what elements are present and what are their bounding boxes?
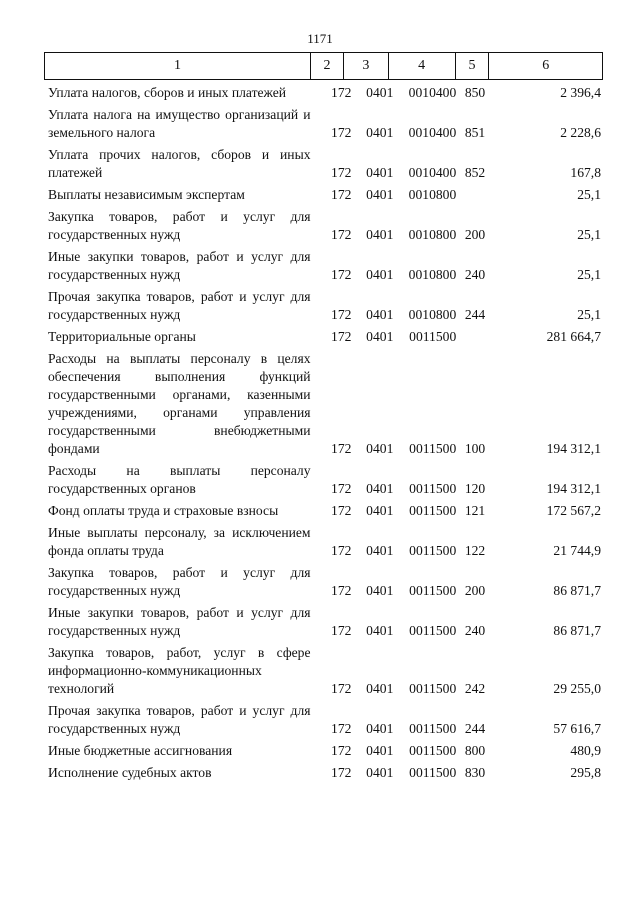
row-col-2: 172 [331, 583, 352, 598]
row-col-5: 830 [464, 765, 486, 780]
row-col-4: 0011500 [409, 623, 457, 638]
row-col-3: 0401 [366, 481, 394, 496]
row-col-2: 172 [331, 85, 352, 100]
row-col-3: 0401 [366, 329, 394, 344]
row-col-2: 172 [331, 481, 352, 496]
row-col-4: 0011500 [409, 481, 457, 496]
row-col-6: 25,1 [577, 227, 601, 242]
row-col-5: 851 [464, 125, 486, 140]
row-col-3: 0401 [366, 681, 394, 696]
row-col-5: 800 [464, 743, 486, 758]
row-col-3: 0401 [366, 307, 394, 322]
row-col-2: 172 [331, 765, 352, 780]
table-row [44, 742, 603, 760]
row-col-3: 0401 [366, 441, 394, 456]
row-col-6: 25,1 [577, 267, 601, 282]
row-col-4: 0010800 [408, 307, 457, 322]
row-col-3: 0401 [366, 543, 394, 558]
row-col-5: 852 [464, 165, 486, 180]
row-col-5: 100 [464, 441, 486, 456]
row-col-5: 122 [464, 543, 486, 558]
row-name: Уплата налога на имущество организаций и земельного налога [48, 107, 311, 140]
row-col-2: 172 [331, 721, 352, 736]
row-col-2: 172 [331, 307, 352, 322]
row-col-2: 172 [331, 743, 352, 758]
row-col-6: 86 871,7 [553, 623, 601, 638]
row-col-4: 0010400 [408, 125, 457, 140]
row-col-6: 21 744,9 [553, 543, 601, 558]
row-col-3: 0401 [366, 187, 394, 202]
row-name: Фонд оплаты труда и страховые взносы [48, 503, 279, 518]
row-name: Закупка товаров, работ и услуг для государственных нужд [48, 209, 311, 242]
row-col-5: 200 [464, 583, 486, 598]
table-row [44, 350, 603, 458]
header-col-2: 2 [311, 53, 344, 79]
row-name: Прочая закупка товаров, работ и услуг для государственных нужд [48, 703, 311, 736]
row-col-3: 0401 [366, 125, 394, 140]
row-col-5: 242 [464, 681, 486, 696]
row-col-4: 0010800 [408, 267, 457, 282]
row-col-6: 194 312,1 [546, 441, 601, 456]
row-name: Территориальные органы [48, 329, 196, 344]
table-row [44, 328, 603, 346]
row-col-6: 25,1 [577, 307, 601, 322]
row-col-6: 172 567,2 [546, 503, 601, 518]
row-col-3: 0401 [366, 85, 394, 100]
row-col-4: 0010400 [408, 85, 457, 100]
row-col-2: 172 [331, 681, 352, 696]
table-row [44, 186, 603, 204]
row-col-3: 0401 [366, 503, 394, 518]
row-col-4: 0011500 [409, 583, 457, 598]
row-name: Иные закупки товаров, работ и услуг для государственных нужд [48, 605, 311, 638]
row-col-2: 172 [331, 227, 352, 242]
row-col-5: 244 [464, 721, 486, 736]
row-col-2: 172 [331, 125, 352, 140]
row-col-3: 0401 [366, 583, 394, 598]
row-col-3: 0401 [366, 267, 394, 282]
table-row [44, 208, 603, 244]
row-col-3: 0401 [366, 743, 394, 758]
row-col-3: 0401 [366, 765, 394, 780]
table-row [44, 288, 603, 324]
row-col-6: 480,9 [570, 743, 601, 758]
row-col-4: 0011500 [409, 765, 457, 780]
row-name: Закупка товаров, работ и услуг для государственных нужд [48, 565, 311, 598]
row-col-2: 172 [331, 543, 352, 558]
table-header [44, 52, 603, 80]
table-row [44, 524, 603, 560]
table-row [44, 248, 603, 284]
row-col-6: 2 396,4 [560, 85, 601, 100]
row-col-2: 172 [331, 187, 352, 202]
row-col-4: 0011500 [409, 329, 457, 344]
row-name: Выплаты независимым экспертам [48, 187, 245, 202]
header-col-6: 6 [542, 58, 550, 73]
row-col-5: 121 [464, 503, 486, 518]
row-col-3: 0401 [366, 623, 394, 638]
row-col-4: 0010800 [408, 187, 457, 202]
row-col-5: 244 [464, 307, 486, 322]
row-col-4: 0010800 [408, 227, 457, 242]
row-name: Иные бюджетные ассигнования [48, 743, 233, 758]
row-col-2: 172 [331, 329, 352, 344]
row-name: Иные закупки товаров, работ и услуг для государственных нужд [48, 249, 311, 282]
table-row [44, 84, 603, 102]
row-col-6: 29 255,0 [553, 681, 601, 696]
row-col-6: 281 664,7 [546, 329, 601, 344]
row-col-4: 0011500 [409, 721, 457, 736]
table-row [44, 502, 603, 520]
row-col-3: 0401 [366, 227, 394, 242]
page-number: 1171 [307, 31, 333, 46]
row-name: Расходы на выплаты персоналу государственных органов [48, 463, 311, 496]
row-col-2: 172 [331, 503, 352, 518]
row-col-5: 240 [464, 267, 486, 282]
table-row [44, 644, 603, 698]
row-col-4: 0010400 [408, 165, 457, 180]
table-row [44, 462, 603, 498]
row-col-6: 167,8 [570, 165, 601, 180]
row-col-2: 172 [331, 267, 352, 282]
table-row [44, 564, 603, 600]
header-col-3: 3 [344, 53, 389, 79]
table-body [44, 84, 603, 786]
table-row [44, 702, 603, 738]
row-col-5: 240 [464, 623, 486, 638]
header-col-1: 1 [45, 53, 311, 79]
row-col-6: 2 228,6 [560, 125, 601, 140]
row-col-5: 200 [464, 227, 486, 242]
row-col-3: 0401 [366, 165, 394, 180]
row-name: Иные выплаты персоналу, за исключением фонда оплаты труда [48, 525, 311, 558]
header-col-5: 5 [456, 53, 490, 79]
row-col-6: 57 616,7 [553, 721, 601, 736]
row-col-4: 0011500 [409, 441, 457, 456]
row-col-4: 0011500 [409, 743, 457, 758]
row-col-5: 850 [464, 85, 486, 100]
row-col-6: 25,1 [577, 187, 601, 202]
row-col-3: 0401 [366, 721, 394, 736]
row-col-4: 0011500 [409, 543, 457, 558]
table-row [44, 146, 603, 182]
table-row [44, 764, 603, 782]
row-col-6: 295,8 [570, 765, 601, 780]
row-col-2: 172 [331, 165, 352, 180]
row-name: Уплата налогов, сборов и иных платежей [48, 85, 287, 100]
row-col-6: 194 312,1 [546, 481, 601, 496]
row-col-6: 86 871,7 [553, 583, 601, 598]
row-col-2: 172 [331, 623, 352, 638]
row-col-2: 172 [331, 441, 352, 456]
row-name: Уплата прочих налогов, сборов и иных платежей [48, 147, 311, 180]
row-col-4: 0011500 [409, 681, 457, 696]
table-row [44, 604, 603, 640]
table-row [44, 106, 603, 142]
row-name: Расходы на выплаты персоналу в целях обеспечения выполнения функций государственными органами, казенными учреждениями, органами управления государственными внебюджетными фондами [48, 351, 311, 456]
row-col-4: 0011500 [409, 503, 457, 518]
row-name: Исполнение судебных актов [48, 765, 212, 780]
row-name: Закупка товаров, работ, услуг в сфере информационно-коммуникационных технологий [48, 645, 311, 696]
row-col-5: 120 [464, 481, 486, 496]
header-col-4: 4 [389, 53, 456, 79]
row-name: Прочая закупка товаров, работ и услуг для государственных нужд [48, 289, 311, 322]
